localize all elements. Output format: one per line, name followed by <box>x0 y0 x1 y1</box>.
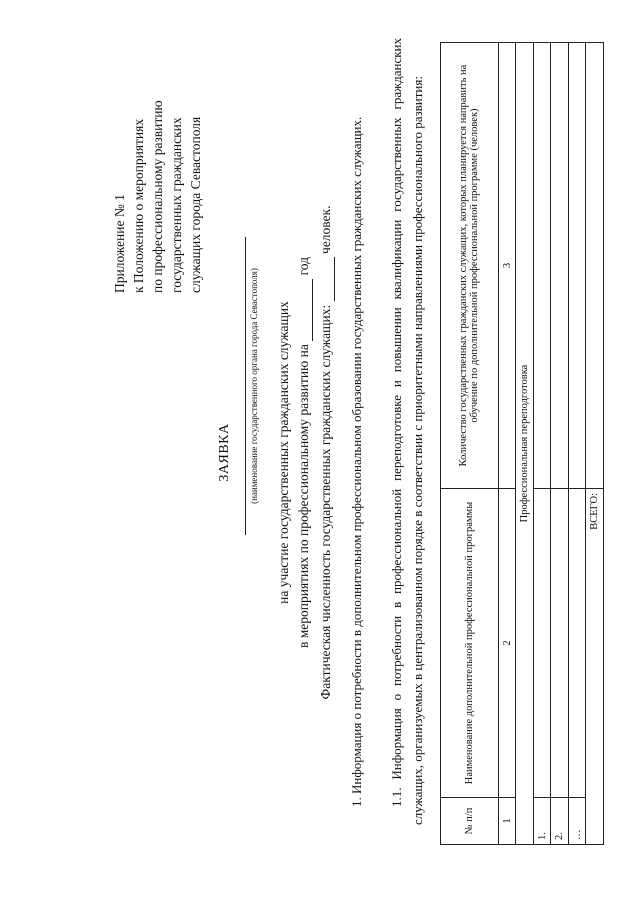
employee-count-cell[interactable] <box>568 43 586 489</box>
participation-year-text: в мероприятиях по профессиональному развитию на <box>296 344 311 649</box>
appendix-line: служащих города Севастополя <box>188 116 203 293</box>
total-value-cell[interactable] <box>586 43 604 489</box>
header-employee-count: Количество государственных гражданских служащих, которых планируется направить на обучение по дополнительной профессиональной программе (человек) <box>441 43 499 489</box>
header-num: № п/п <box>441 798 499 845</box>
table-row <box>533 43 551 845</box>
row-number: 1. <box>533 798 551 845</box>
table-row <box>568 43 586 845</box>
table-col-number-row <box>498 43 516 845</box>
header-program-name: Наименование дополнительной профессиональной программы <box>441 489 499 798</box>
headcount-field[interactable] <box>318 257 335 301</box>
appendix-block <box>110 100 205 293</box>
participation-line-2 <box>296 0 313 905</box>
year-field[interactable] <box>296 279 313 341</box>
program-name-cell[interactable] <box>533 489 551 798</box>
employee-count-cell[interactable] <box>533 43 551 489</box>
headcount-suffix: человек. <box>318 205 333 255</box>
section-label: Профессиональная переподготовка <box>516 43 534 845</box>
section-1-1-text: 1.1. Информация о потребности в профессиональной переподготовке и повышении квалификации государственных гражданских служащих, организуемых в централизованном порядке в соответствии с приоритетными направлениями профессионального развития: <box>389 38 425 825</box>
col-number: 2 <box>498 489 516 798</box>
table-total-row <box>586 43 604 845</box>
needs-table <box>440 42 604 845</box>
table-section-row <box>516 43 534 845</box>
col-number: 3 <box>498 43 516 489</box>
row-number: 2. <box>551 798 569 845</box>
year-suffix: год <box>296 256 311 276</box>
appendix-line: к Положению о мероприятиях <box>131 118 146 293</box>
program-name-cell[interactable] <box>551 489 569 798</box>
employee-count-cell[interactable] <box>551 43 569 489</box>
org-name-caption: (наименование государственного органа города Севастополя) <box>249 268 259 504</box>
total-label: ВСЕГО: <box>586 489 604 845</box>
document-title: ЗАЯВКА <box>217 423 232 482</box>
row-number: … <box>568 798 586 845</box>
participation-line-1: на участие государственных гражданских служащих <box>276 301 291 604</box>
table-row <box>551 43 569 845</box>
headcount-text: Фактическая численность государственных гражданских служащих: <box>318 304 333 700</box>
table-header-row <box>441 43 499 845</box>
col-number: 1 <box>498 798 516 845</box>
appendix-line: Приложение № 1 <box>112 194 127 293</box>
headcount-line <box>318 0 335 905</box>
appendix-line: государственных гражданских <box>169 117 184 293</box>
org-name-field[interactable] <box>245 237 246 535</box>
program-name-cell[interactable] <box>568 489 586 798</box>
section-1-text: 1. Информация о потребности в дополнительном профессиональном образовании государственных гражданских служащих. <box>349 116 364 807</box>
appendix-line: по профессиональному развитию <box>150 100 165 293</box>
